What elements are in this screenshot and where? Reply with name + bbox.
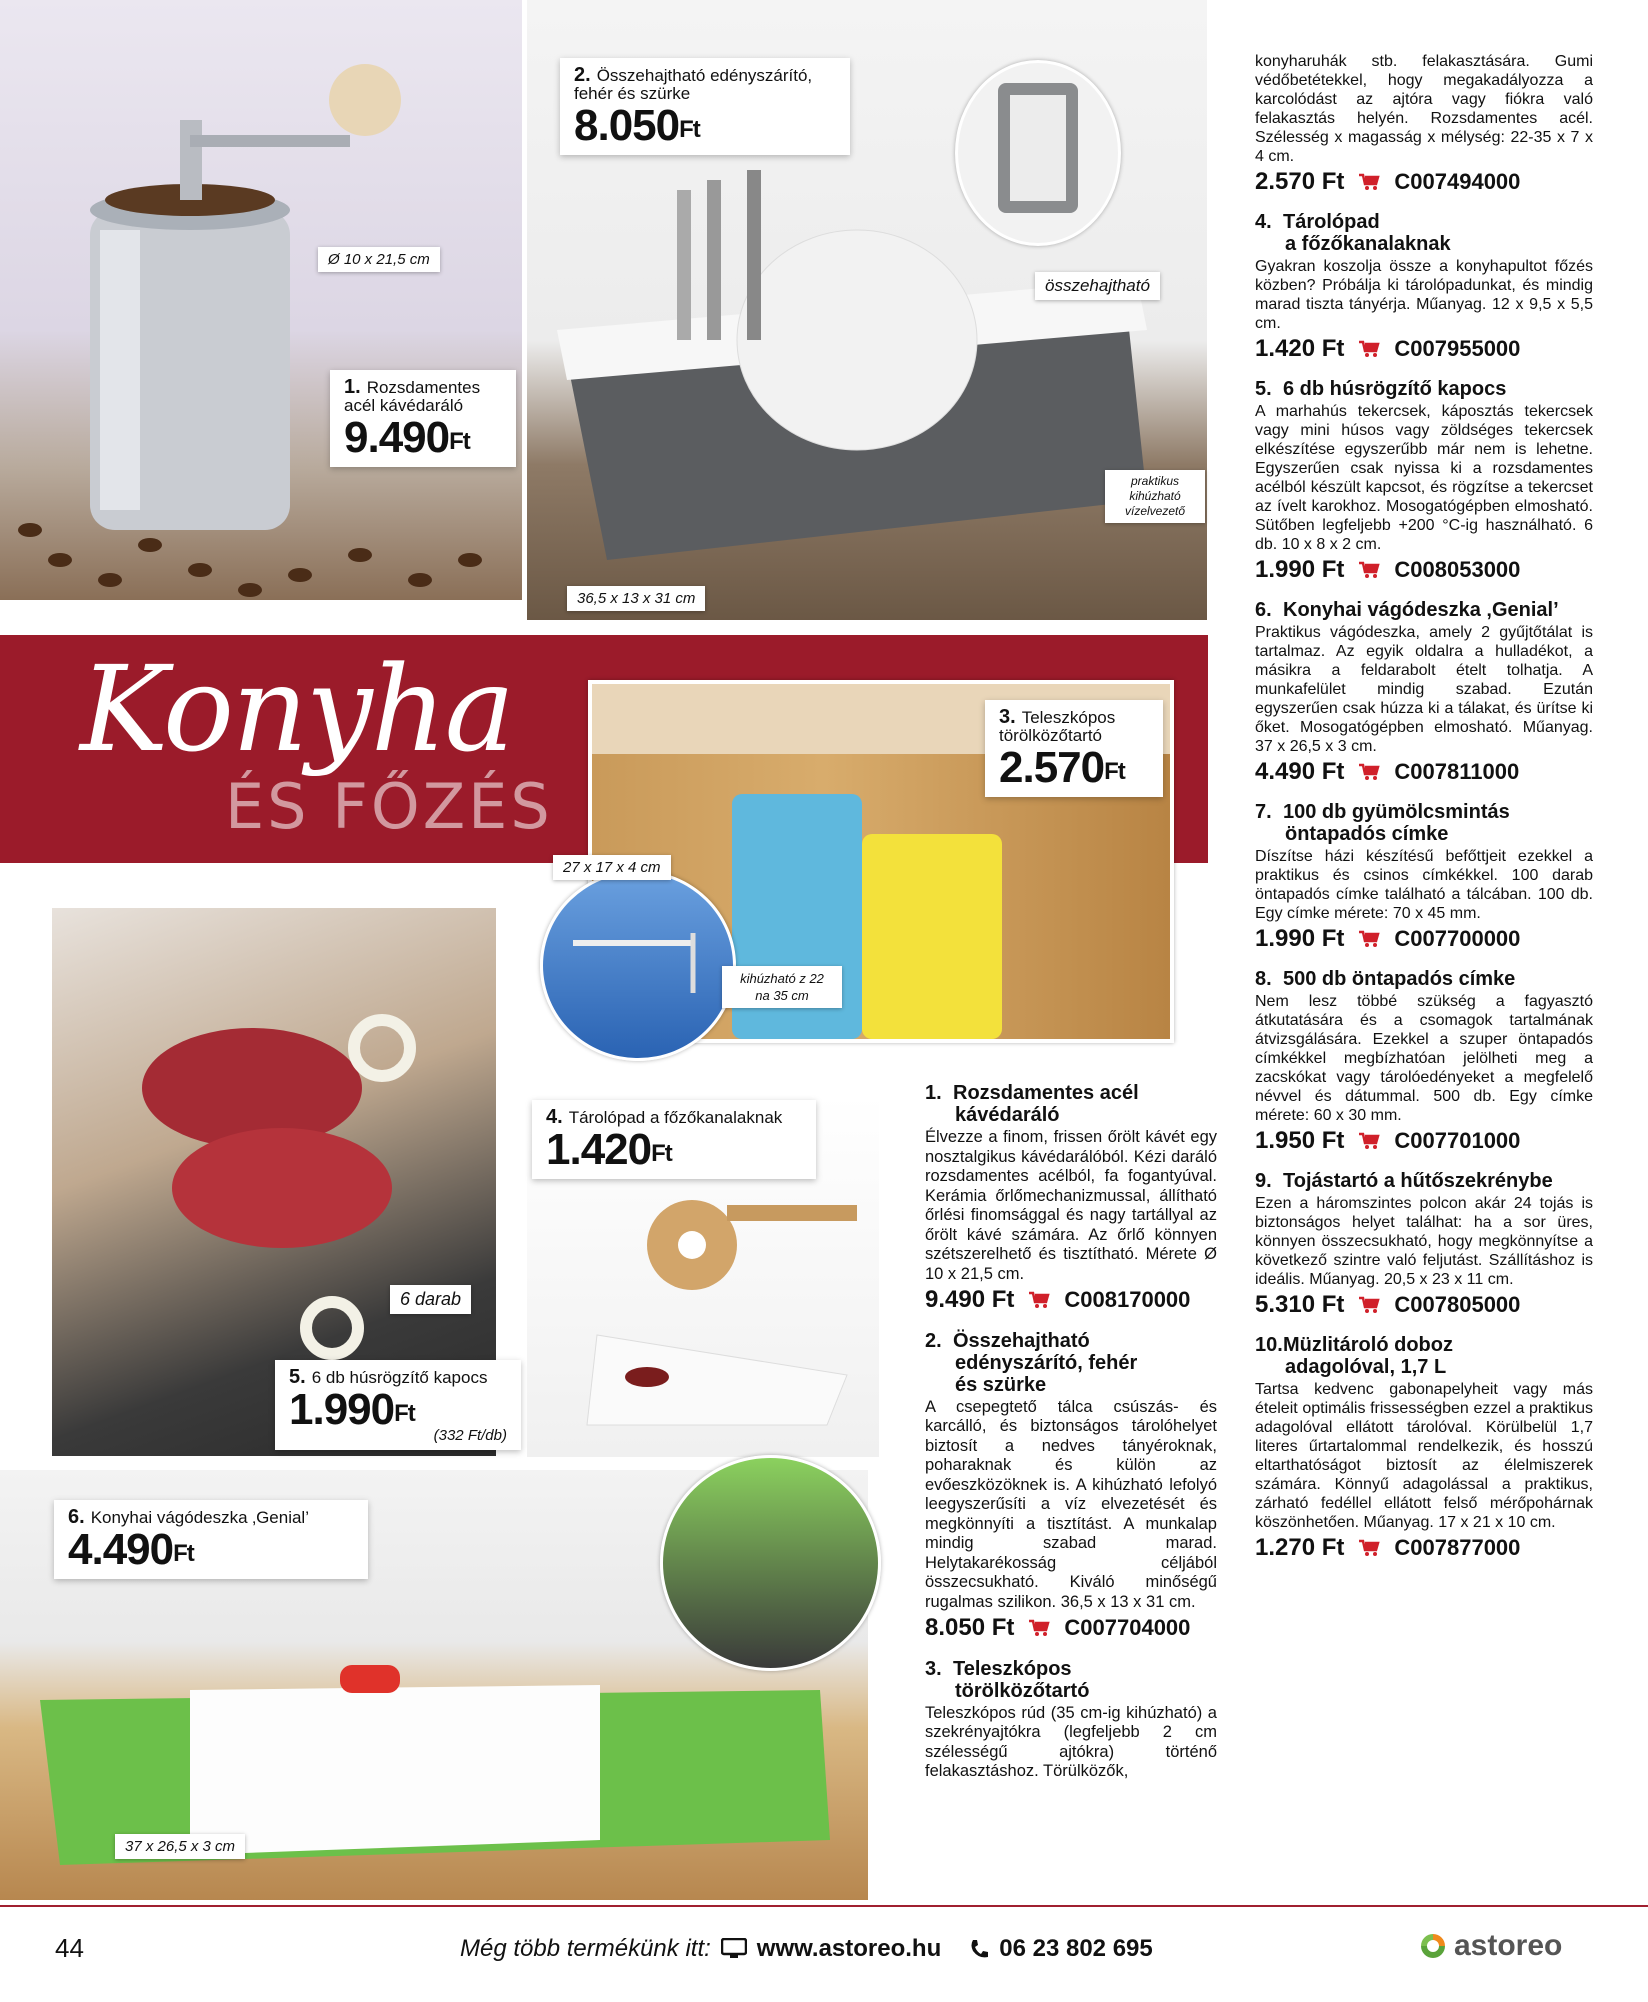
phone-number[interactable]: 06 23 802 695 — [999, 1935, 1153, 1962]
product-item-5: 5. 6 db húsrögzítő kapocs A marhahús tekercsek, káposztás tekercsek vagy mini húsos vagy zöldséges tekercsek elkészítése egyszerűbb már nem is lehetne. Egyszerűen csak nyissa ki a rozsdamentes acélból készült kapcsot, és rögzítse a tekercset az ívelt karokhoz. Mosogatógépben elmosható. Sütőben legfeljebb +200 °C-ig használható. 6 db. 10 x 8 x 2 cm. 1.990 Ft C008053000 — [1255, 378, 1593, 583]
product-code: C007704000 — [1064, 1615, 1191, 1640]
phone-icon — [969, 1938, 989, 1960]
board-price-box: 6. Konyhai vágódeszka ‚Genial’ $4.490^{Ft}$ — [54, 1500, 368, 1579]
product-price: 1.950 Ft — [1255, 1127, 1345, 1154]
product-desc: Gyakran koszolja össze a konyhapultot főzés közben? Próbálja ki tárolópadunkat, és mindig marad tiszta tányérja. Műanyag. 12 x 9,5 x 5,5 cm. — [1255, 258, 1593, 332]
banner-subtitle: ÉS FŐZÉS — [225, 770, 553, 843]
coffee-grinder-illustration — [0, 0, 522, 600]
product-price: 4.490 Ft — [1255, 758, 1345, 785]
spoon-price: $1.420^{Ft}$ — [546, 1125, 672, 1174]
right-text-column — [1255, 52, 1593, 1577]
product-item-2: 2. Összehajtható edényszárító, fehér és szürke A csepegtető tálca csúszás- és karcálló, és biztonságos tárolóhelyet biztosít a nedves tányéroknak, poharaknak és külön az evőeszközöknek is. A kihúzható lefolyó leegyszerűsíti a víz elvezetését és megkönnyíti a tisztítást. A munkalap mindig szabad marad. Helytakarékosság céljából összecsukható. Kiváló minőségű rugalmas szilikon. 36,5 x 13 x 31 cm. 8.050 Ft C007704000 — [925, 1329, 1217, 1641]
product-price: 5.310 Ft — [1255, 1291, 1345, 1318]
cart-icon[interactable] — [1358, 930, 1380, 948]
product-code: C007811000 — [1394, 759, 1520, 784]
product-code: C007494000 — [1394, 169, 1521, 194]
product-item-7: 7. 100 db gyümölcsmintás öntapadós címke Díszítse házi készítésű befőttjeit ezekkel a praktikus és csinos címkékkel. 100 darab öntapadós címke található a tálcában. 100 db. Egy címke mérete: 70 x 45 mm. 1.990 Ft C007700000 — [1255, 801, 1593, 952]
product-desc: Praktikus vágódeszka, amely 2 gyűjtőtálat is tartalmaz. Az egyik oldalra a hulladékot, a másikra a feldarabolt ételt tolhatja. A munkafelület mindig szabad. Ezután egyszerűen csak húzza ki a tálakat, és ürítse ki őket. Mosogatógépben elmosható. Műanyag. 37 x 26,5 x 3 cm. — [1255, 624, 1593, 755]
clips-price: $1.990^{Ft}$ — [289, 1385, 415, 1434]
rack-folded-inset — [955, 60, 1121, 246]
cart-icon[interactable] — [1358, 173, 1380, 191]
holder-extend-tag: kihúzható z 22 na 35 cm — [722, 966, 842, 1008]
product-desc: konyharuhák stb. felakasztására. Gumi védőbetétekkel, hogy megakadályozza a karcolódást az ajtóra vagy fiókra való felakasztás helyén. Rozsdamentes acél. Szélesség x magasság x mélység: 22-35 x 7 x 4 cm. — [1255, 53, 1593, 165]
product-desc: Tartsa kedvenc gabonapelyheit vagy más ételeit optimális frissességben ezzel a praktikus adagolóval ellátott tárolóval. Körülbelül 1,7 literes űrtartalommal rendelkezik, és hosszú eltarthatóságot biztosít az élelmiszerek számára. Könnyű adagolással a praktikus, zárható fedéllel ellátott felső mérőpohárnak köszönhetően. Műanyag. 17 x 21 x 10 cm. — [1255, 1381, 1593, 1531]
holder-price: $2.570^{Ft}$ — [999, 743, 1125, 792]
product-price: 8.050 Ft — [925, 1614, 1015, 1641]
page-number: 44 — [55, 1933, 84, 1963]
cart-icon[interactable] — [1028, 1291, 1050, 1309]
board-inset — [660, 1455, 881, 1671]
cart-icon[interactable] — [1358, 1539, 1380, 1557]
website-link[interactable]: www.astoreo.hu — [756, 1935, 942, 1962]
product-desc: Teleszkópos rúd (35 cm-ig kihúzható) a szekrényajtókra (legfeljebb 2 cm szélességű ajtókra) történő felakasztáshoz. Törülközők, — [925, 1703, 1217, 1780]
rack-price: $8.050^{Ft}$ — [574, 101, 700, 150]
clips-unit-price: (332 Ft/db) — [433, 1427, 507, 1444]
product-item-6: 6. Konyhai vágódeszka ‚Genial’ Praktikus vágódeszka, amely 2 gyűjtőtálat is tartalmaz. Az egyik oldalra a hulladékot, a másikra a feldarabolt ételt tolhatja. A munkafelület mindig szabad. Ezután egyszerűen csak húzza ki a tálakat, és ürítse ki őket. Mosogatógépben elmosható. Műanyag. 37 x 26,5 x 3 cm. 4.490 Ft C007811000 — [1255, 599, 1593, 785]
holder-extend-inset — [540, 870, 736, 1061]
banner-title: Konyha — [80, 640, 514, 778]
product-desc: Ezen a háromszintes polcon akár 24 tojás is biztonságos helyet találhat: ha a sor üres, könnyen összecsukható, hogy megkönnyítse a következő szintre való feljutást. Szállításhoz is ideális. Műanyag. 20,5 x 23 x 11 cm. — [1255, 1195, 1593, 1288]
product-item-4: 4. Tárolópad a főzőkanalaknak Gyakran koszolja össze a konyhapultot főzés közben? Próbálja ki tárolópadunkat, és mindig marad tiszta tányérja. Műanyag. 12 x 9,5 x 5,5 cm. 1.420 Ft C007955000 — [1255, 211, 1593, 362]
product-code: C007877000 — [1394, 1535, 1521, 1560]
middle-text-column — [925, 1082, 1217, 1802]
spoon-price-box: 4. Tárolópad a főzőkanalaknak $1.420^{Ft}$ — [532, 1100, 816, 1179]
grinder-size-tag: Ø 10 x 21,5 cm — [318, 247, 440, 272]
holder-price-box: 3. Teleszkópos törölközőtartó $2.570^{Ft}$ — [985, 700, 1163, 797]
product-code: C007700000 — [1394, 926, 1521, 951]
cart-icon[interactable] — [1358, 340, 1380, 358]
more-products-label: Még több termékünk itt: — [460, 1935, 711, 1962]
product-item-10: 10.Müzlitároló doboz adagolóval, 1,7 L Tartsa kedvenc gabonapelyheit vagy más ételeit optimális frissességben ezzel a praktikus adagolóval ellátott tárolóval. Körülbelül 1,7 literes űrtartalommal rendelkezik, és hosszú eltarthatóságot biztosít az élelmiszerek számára. Könnyű adagolással a praktikus, zárható fedéllel ellátott felső mérőpohárnak köszönhetően. Műanyag. 17 x 21 x 10 cm. 1.270 Ft C007877000 — [1255, 1334, 1593, 1561]
coffee-grinder-photo — [0, 0, 522, 600]
product-code: C007955000 — [1394, 336, 1521, 361]
brand-name: astoreo — [1454, 1929, 1563, 1962]
board-size-tag: 37 x 26,5 x 3 cm — [115, 1834, 245, 1859]
product-desc: A csepegtető tálca csúszás- és karcálló, és biztonságos tárolóhelyet biztosít a nedves tányéroknak, poharaknak és külön az evőeszközöknek is. A kihúzható lefolyó leegyszerűsíti a víz elvezetését és megkönnyíti a tisztítást. A munkalap mindig szabad marad. Helytakarékosság céljából összecsukható. Kiváló minőségű rugalmas szilikon. 36,5 x 13 x 31 cm. — [925, 1397, 1217, 1611]
product-desc: Díszítse házi készítésű befőttjeit ezekkel a praktikus és csinos címkékkel. 100 darab öntapadós címke található a tálcában. 100 db. Egy címke mérete: 70 x 45 mm. — [1255, 848, 1593, 922]
cart-icon[interactable] — [1358, 1296, 1380, 1314]
rack-price-box: 2. Összehajtható edényszárító, fehér és szürke $8.050^{Ft}$ — [560, 58, 850, 155]
product-item-8: 8. 500 db öntapadós címke Nem lesz többé szükség a fagyasztó átkutatására és a csomagok tartalmának átvizsgálására. Ezekkel a szuper öntapadós címkékkel megbízhatóan jelölheti meg a zacskókat vagy tárolóedényeket a megfelelő névvel és dátummal. 500 db. Egy címke mérete: 60 x 30 mm. 1.950 Ft C007701000 — [1255, 968, 1593, 1154]
rack-drain-tag: praktikus kihúzható vízelvezető — [1105, 470, 1205, 523]
product-item-3-continued — [1255, 52, 1593, 195]
product-item-1: 1. Rozsdamentes acél kávédaráló Élvezze a finom, frissen őrölt kávét egy nosztalgikus kávédarálóból. Kézi daráló rozsdamentes acélból, fa fogantyúval. Kerámia őrlőmechanizmussal, állítható őrlési finomsággal és nagy tartállyal az őrölt kávé számára. Az őrlő könnyen szétszerelhető és tisztítható. Mérete Ø 10 x 21,5 cm. 9.490 Ft C008170000 — [925, 1082, 1217, 1313]
product-price: 1.990 Ft — [1255, 556, 1345, 583]
monitor-icon — [721, 1938, 747, 1960]
product-code: C008053000 — [1394, 557, 1521, 582]
product-desc: A marhahús tekercsek, káposztás tekercsek vagy mini húsos vagy zöldséges tekercsek elkészítése egyszerűbb már nem is lehetne. Egyszerűen csak nyissa ki a rozsdamentes acélból készült kapcsot, és rögzítse a tekercset az ívelt karokhoz. Mosogatógépben elmosható. Sütőben legfeljebb +200 °C-ig használható. 6 db. 10 x 8 x 2 cm. — [1255, 403, 1593, 553]
product-code: C007701000 — [1394, 1128, 1521, 1153]
product-item-9: 9. Tojástartó a hűtőszekrénybe Ezen a háromszintes polcon akár 24 tojás is biztonságos helyet találhat: ha a sor üres, könnyen összecsukható, hogy megkönnyítse a következő szintre való feljutást. Szállításhoz is ideális. Műanyag. 20,5 x 23 x 11 cm. 5.310 Ft C007805000 — [1255, 1170, 1593, 1318]
product-desc: Nem lesz többé szükség a fagyasztó átkutatására és a csomagok tartalmának átvizsgálására. Ezekkel a szuper öntapadós címkékkel megbízhatóan jelölheti meg a zacskókat vagy tárolóedényeket a megfelelő névvel és dátummal. 500 db. Egy címke mérete: 60 x 30 mm. — [1255, 993, 1593, 1124]
product-code: C008170000 — [1064, 1287, 1191, 1312]
product-desc: Élvezze a finom, frissen őrölt kávét egy nosztalgikus kávédarálóból. Kézi daráló rozsdamentes acélból, fa fogantyúval. Kerámia őrlőmechanizmussal, állítható őrlési finomsággal és nagy tartállyal az őrölt kávé számára. Az őrlő könnyen szétszerelhető és tisztítható. Mérete Ø 10 x 21,5 cm. — [925, 1128, 1217, 1283]
cart-icon[interactable] — [1358, 1132, 1380, 1150]
rack-size-tag: 36,5 x 13 x 31 cm — [567, 586, 705, 611]
product-price: 1.990 Ft — [1255, 925, 1345, 952]
product-item-3: 3. Teleszkópos törölközőtartó Teleszkópos rúd (35 cm-ig kihúzható) a szekrényajtókra (legfeljebb 2 cm szélességű ajtókra) történő felakasztáshoz. Törülközők, — [925, 1657, 1217, 1780]
product-price: 1.420 Ft — [1255, 335, 1345, 362]
clips-price-box: 5. 6 db húsrögzítő kapocs $1.990^{Ft}$ (332 Ft/db) — [275, 1360, 521, 1450]
board-price: $4.490^{Ft}$ — [68, 1525, 194, 1574]
cart-icon[interactable] — [1358, 763, 1380, 781]
product-price: 1.270 Ft — [1255, 1534, 1345, 1561]
grinder-price-box: 1. Rozsdamentes acél kávédaráló $9.490^{Ft}$ — [330, 370, 516, 467]
page-footer — [0, 1905, 1648, 2002]
rack-fold-tag: összehajtható — [1035, 272, 1160, 300]
cart-icon[interactable] — [1028, 1619, 1050, 1637]
holder-size-tag: 27 x 17 x 4 cm — [553, 855, 671, 880]
product-price: 2.570 Ft — [1255, 168, 1345, 195]
cart-icon[interactable] — [1358, 561, 1380, 579]
product-price: 9.490 Ft — [925, 1286, 1015, 1313]
product-code: C007805000 — [1394, 1292, 1521, 1317]
clips-count-tag: 6 darab — [390, 1285, 471, 1314]
astoreo-logo-icon — [1418, 1931, 1448, 1961]
brand-logo — [1418, 1929, 1562, 1963]
grinder-price: $9.490^{Ft}$ — [344, 413, 470, 462]
